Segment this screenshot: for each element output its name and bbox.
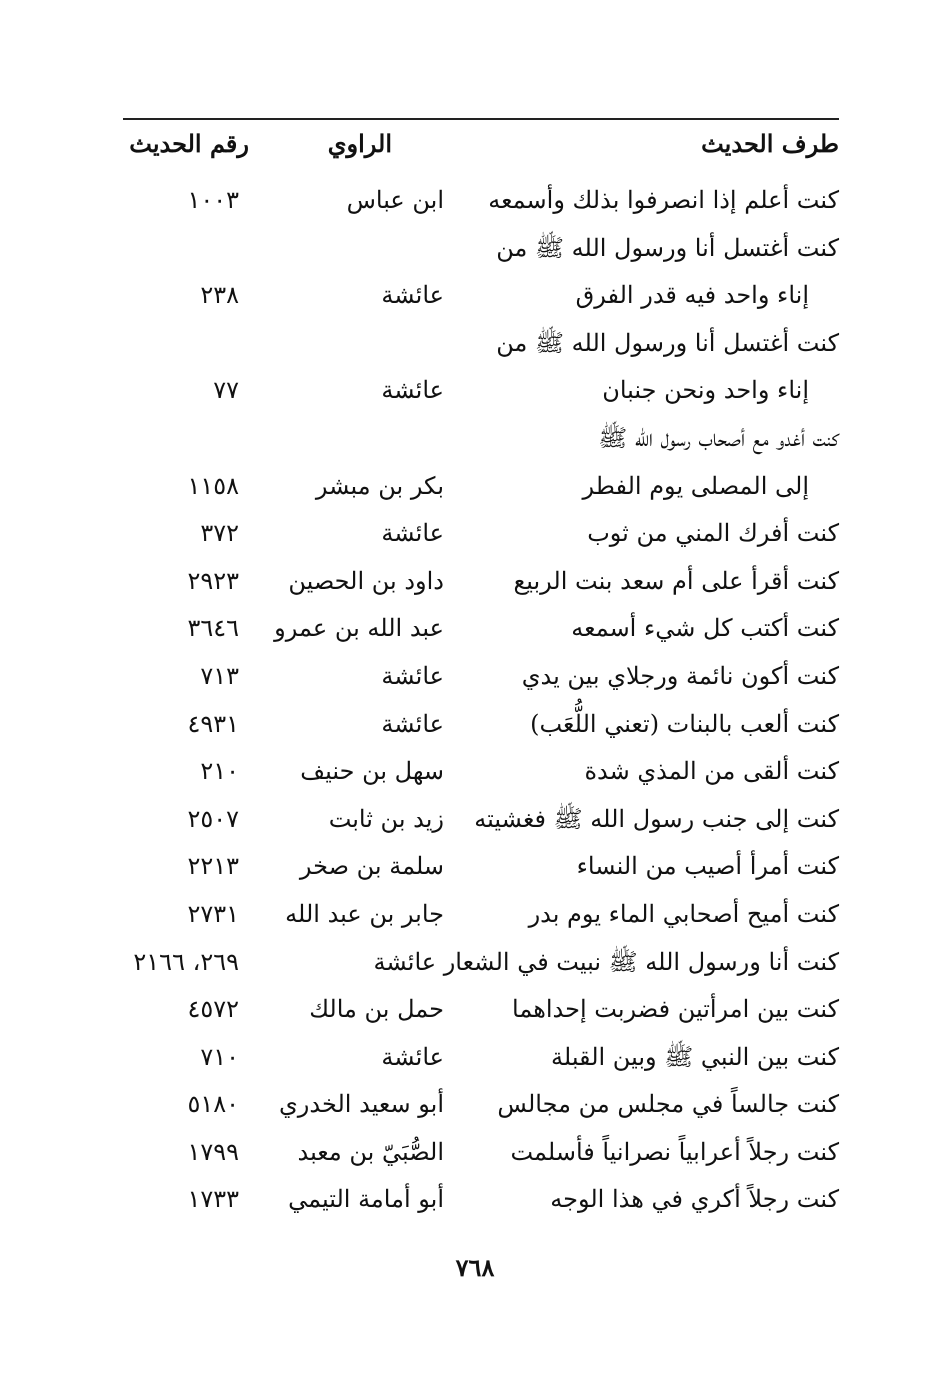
table-row [123,1084,839,1132]
hadith-number: ٧١٠ [200,1042,239,1071]
hadith-number: ٢٢١٣ [187,852,239,881]
hadith-text: كنت ألعب بالبنات (تعني اللُّعَب) [530,709,839,738]
narrator: عبد الله بن عمرو [274,614,444,643]
narrator: عائشة [381,281,444,310]
hadith-text: كنت إلى جنب رسول الله ﷺ فغشيته [474,804,839,833]
hadith-number: ١٠٠٣ [187,186,239,214]
narrator: بكر بن مبشر [315,471,444,500]
table-row [123,989,839,1037]
hadith-text: كنت أفرك المني من ثوب [587,519,839,548]
hadith-text: كنت أغتسل أنا ورسول الله ﷺ من [496,233,839,262]
header-hadith-number: رقم الحديث [129,129,249,158]
narrator: سلمة بن صخر [299,852,444,881]
table-row [123,894,839,942]
table-row [123,228,839,276]
hadith-text: كنت أعلم إذا انصرفوا بذلك وأسمعه [488,186,839,214]
table-row [123,1179,839,1227]
table-row [123,656,839,704]
hadith-text: كنت أمرأ أصيب من النساء [576,852,839,881]
table-row [123,1037,839,1085]
table-row [123,513,839,561]
hadith-number: ٢٥٠٧ [187,804,239,833]
table-row [123,466,839,514]
hadith-text: كنت بين امرأتين فضربت إحداهما [512,995,839,1024]
page-number: ٧٦٨ [455,1253,495,1282]
hadith-number: ١٧٩٩ [187,1137,239,1166]
narrator: عائشة [381,519,444,548]
top-rule [123,118,839,120]
table-row [123,942,839,990]
hadith-text: كنت أقرأ على أم سعد بنت الربيع [513,566,839,595]
hadith-text: كنت أغتسل أنا ورسول الله ﷺ من [496,328,839,357]
table-row [123,1132,839,1180]
table-row [123,275,839,323]
narrator: حمل بن مالك [309,995,444,1024]
table-row [123,751,839,799]
table-row [123,799,839,847]
hadith-text: كنت أكتب كل شيء أسمعه [571,614,839,643]
hadith-text: كنت أميح أصحابي الماء يوم بدر [528,899,839,928]
table-row [123,370,839,418]
hadith-number: ٥١٨٠ [187,1090,239,1119]
hadith-text: كنت جالساً في مجلس من مجالس [497,1090,839,1119]
narrator: عائشة [381,376,444,405]
narrator: سهل بن حنيف [300,757,444,786]
hadith-number: ٤٥٧٢ [187,995,239,1024]
table-row [123,704,839,752]
hadith-text: كنت أكون نائمة ورجلاي بين يدي [521,661,839,690]
hadith-number: ٢٩٢٣ [187,566,239,595]
hadith-text: إناء واحد فيه قدر الفرق [575,281,809,310]
table-row [123,323,839,371]
narrator: عائشة [381,1042,444,1071]
narrator: زيد بن ثابت [328,804,444,833]
hadith-text: كنت ألقى من المذي شدة [584,757,839,786]
hadith-text: كنت بين النبي ﷺ وبين القبلة [551,1042,839,1071]
table-row [123,418,839,466]
hadith-number: ٢٣٨ [200,281,239,310]
hadith-number: ١٧٣٣ [187,1185,239,1214]
hadith-text: كنت أغدو مع أصحاب رسول الله ﷺ [598,423,839,452]
hadith-number: ٤٩٣١ [187,709,239,738]
hadith-number: ٣٧٢ [200,519,239,548]
table-row [123,608,839,656]
header-narrator: الراوي [327,129,392,158]
narrator: جابر بن عبد الله [285,899,444,928]
hadith-text: كنت أنا ورسول الله ﷺ نبيت في الشعار عائشة [373,947,839,976]
narrator: داود بن الحصين [288,566,444,595]
table-header [123,124,839,164]
hadith-text: إناء واحد ونحن جنبان [602,376,809,405]
narrator: عائشة [381,661,444,690]
table-row [123,561,839,609]
hadith-number: ٣٦٤٦ [187,614,239,643]
narrator: عائشة [381,709,444,738]
narrator: أبو سعيد الخدري [279,1090,444,1119]
header-hadith-text: طرف الحديث [701,129,839,158]
hadith-number: ٢٦٩، ٢١٦٦ [133,947,239,976]
hadith-index-table [123,180,839,1227]
hadith-text: كنت رجلاً أعرابياً نصرانياً فأسلمت [510,1137,839,1166]
hadith-number: ٢٧٣١ [187,899,239,928]
narrator: أبو أمامة التيمي [288,1185,444,1214]
narrator: ابن عباس [346,186,444,214]
hadith-text: إلى المصلى يوم الفطر [582,471,809,500]
hadith-number: ١١٥٨ [187,471,239,500]
hadith-text: كنت رجلاً أكري في هذا الوجه [550,1185,839,1214]
table-row [123,846,839,894]
hadith-number: ٢١٠ [200,757,239,786]
table-row [123,180,839,228]
hadith-number: ٧٧ [213,376,239,405]
narrator: الصُّبَيّ بن معبد [297,1137,444,1166]
hadith-number: ٧١٣ [200,661,239,690]
